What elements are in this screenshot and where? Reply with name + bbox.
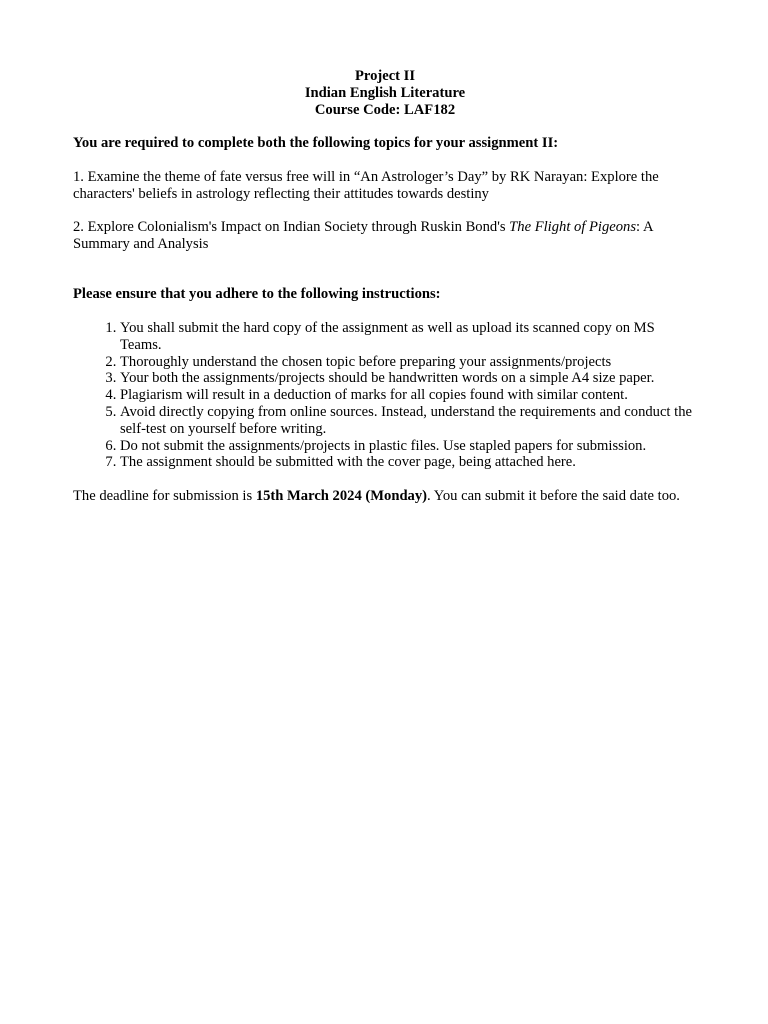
course-name: Indian English Literature (304, 84, 466, 101)
instruction-item: 5. Avoid directly copying from online sources. Instead, understand the requirements and conduct the self-test on yourself before writing. (120, 404, 697, 438)
instruction-item: 7. The assignment should be submitted with the cover page, being attached here. (120, 454, 697, 471)
instructions-list (73, 320, 697, 471)
instruction-item: 4. Plagiarism will result in a deduction of marks for all copies found with similar content. (120, 387, 697, 404)
instruction-item: 6. Do not submit the assignments/projects in plastic files. Use stapled papers for submission. (120, 438, 697, 455)
document-header (73, 68, 697, 118)
deadline-prefix: The deadline for submission is (73, 487, 256, 504)
topic-2-book-title: The Flight of Pigeons (509, 219, 637, 236)
instructions-heading: Please ensure that you adhere to the following instructions: (73, 286, 441, 303)
document-page (73, 68, 697, 505)
topic-2 (73, 219, 697, 253)
project-title: Project II (354, 68, 416, 84)
instruction-item: 2. Thoroughly understand the chosen topic before preparing your assignments/projects (120, 354, 697, 371)
deadline-suffix: . You can submit it before the said date too. (427, 487, 680, 504)
deadline-text (73, 488, 697, 505)
assignment-intro: You are required to complete both the following topics for your assignment II: (73, 135, 559, 152)
topic-2-prefix: 2. Explore Colonialism's Impact on Indian Society through Ruskin Bond's (73, 219, 510, 236)
deadline-date: 15th March 2024 (Monday) (255, 487, 428, 504)
topic-1: 1. Examine the theme of fate versus free will in “An Astrologer’s Day” by RK Narayan: Explore the characters' beliefs in astrology reflecting their attitudes towards destiny (73, 168, 659, 202)
instruction-item: 1. You shall submit the hard copy of the assignment as well as upload its scanned copy on MS Teams. (120, 320, 697, 354)
topic-2-suffix: : A Summary and Analysis (73, 219, 653, 252)
instruction-item: 3. Your both the assignments/projects should be handwritten words on a simple A4 size paper. (120, 370, 697, 387)
course-code: Course Code: LAF182 (314, 101, 456, 118)
